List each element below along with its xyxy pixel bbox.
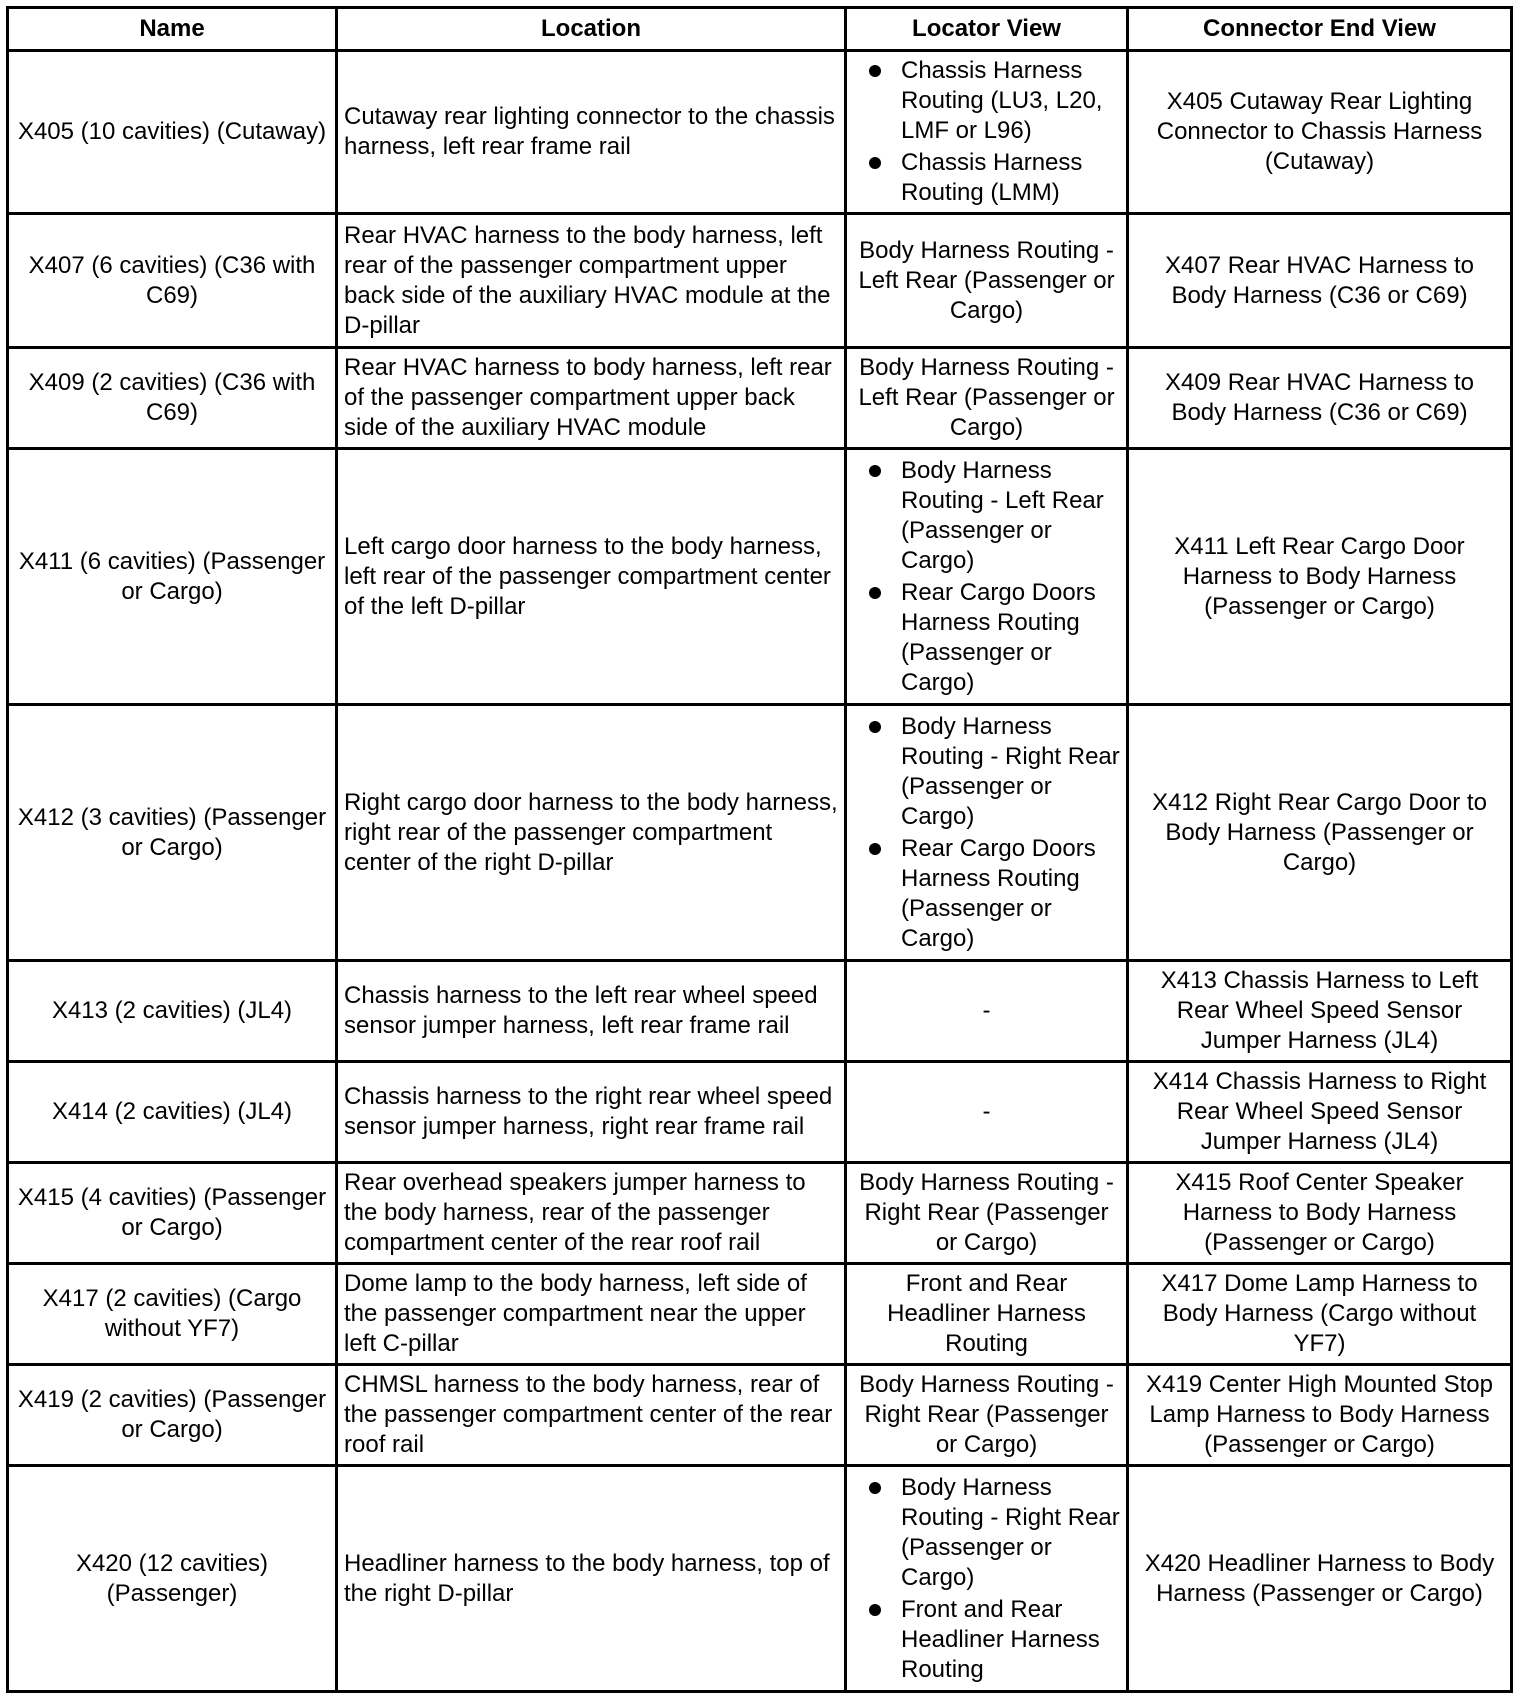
bullet-icon xyxy=(869,65,881,77)
cell-location: Rear overhead speakers jumper harness to the body harness, rear of the passenger compartment center of the rear roof rail xyxy=(337,1163,846,1264)
cell-locator-view: - xyxy=(846,1062,1128,1163)
cell-connector-end-view: X419 Center High Mounted Stop Lamp Harness to Body Harness (Passenger or Cargo) xyxy=(1128,1365,1512,1466)
cell-name: X407 (6 cavities) (C36 with C69) xyxy=(8,214,337,348)
table-row xyxy=(8,961,1512,1062)
cell-name: X419 (2 cavities) (Passenger or Cargo) xyxy=(8,1365,337,1466)
table-row xyxy=(8,348,1512,449)
bullet-icon xyxy=(869,721,881,733)
cell-name: X417 (2 cavities) (Cargo without YF7) xyxy=(8,1264,337,1365)
cell-name: X405 (10 cavities) (Cutaway) xyxy=(8,51,337,214)
locator-view-item xyxy=(853,56,1120,146)
cell-connector-end-view: X414 Chassis Harness to Right Rear Wheel Speed Sensor Jumper Harness (JL4) xyxy=(1128,1062,1512,1163)
header-connector-end-view: Connector End View xyxy=(1128,8,1512,51)
header-name: Name xyxy=(8,8,337,51)
table-row xyxy=(8,449,1512,705)
cell-connector-end-view: X415 Roof Center Speaker Harness to Body Harness (Passenger or Cargo) xyxy=(1128,1163,1512,1264)
table-header-row xyxy=(8,8,1512,51)
table-row xyxy=(8,1365,1512,1466)
locator-view-item xyxy=(853,1595,1120,1685)
locator-view-text: Body Harness Routing - Right Rear (Passenger or Cargo) xyxy=(901,1473,1120,1591)
cell-locator-view xyxy=(846,1466,1128,1692)
cell-locator-view: Front and Rear Headliner Harness Routing xyxy=(846,1264,1128,1365)
locator-view-text: Chassis Harness Routing (LU3, L20, LMF or L96) xyxy=(901,57,1103,144)
cell-location: Rear HVAC harness to body harness, left rear of the passenger compartment upper back side of the auxiliary HVAC module xyxy=(337,348,846,449)
cell-location: Chassis harness to the left rear wheel speed sensor jumper harness, left rear frame rail xyxy=(337,961,846,1062)
locator-view-item xyxy=(853,834,1120,954)
cell-name: X412 (3 cavities) (Passenger or Cargo) xyxy=(8,705,337,961)
locator-view-list xyxy=(853,456,1120,698)
locator-view-text: Body Harness Routing - Right Rear (Passenger or Cargo) xyxy=(901,712,1120,830)
cell-connector-end-view: X411 Left Rear Cargo Door Harness to Body Harness (Passenger or Cargo) xyxy=(1128,449,1512,705)
cell-locator-view xyxy=(846,51,1128,214)
cell-name: X420 (12 cavities) (Passenger) xyxy=(8,1466,337,1692)
cell-locator-view xyxy=(846,705,1128,961)
cell-connector-end-view: X407 Rear HVAC Harness to Body Harness (C36 or C69) xyxy=(1128,214,1512,348)
locator-view-list xyxy=(853,56,1120,208)
cell-location: Headliner harness to the body harness, top of the right D-pillar xyxy=(337,1466,846,1692)
bullet-icon xyxy=(869,157,881,169)
cell-connector-end-view: X420 Headliner Harness to Body Harness (Passenger or Cargo) xyxy=(1128,1466,1512,1692)
locator-view-item xyxy=(853,456,1120,576)
bullet-icon xyxy=(869,1482,881,1494)
table-row xyxy=(8,1163,1512,1264)
cell-connector-end-view: X417 Dome Lamp Harness to Body Harness (Cargo without YF7) xyxy=(1128,1264,1512,1365)
cell-locator-view: - xyxy=(846,961,1128,1062)
locator-view-list xyxy=(853,1473,1120,1685)
cell-connector-end-view: X405 Cutaway Rear Lighting Connector to Chassis Harness (Cutaway) xyxy=(1128,51,1512,214)
table-row xyxy=(8,1062,1512,1163)
locator-view-text: Chassis Harness Routing (LMM) xyxy=(901,149,1083,206)
cell-locator-view: Body Harness Routing - Right Rear (Passenger or Cargo) xyxy=(846,1365,1128,1466)
cell-name: X415 (4 cavities) (Passenger or Cargo) xyxy=(8,1163,337,1264)
cell-name: X409 (2 cavities) (C36 with C69) xyxy=(8,348,337,449)
cell-connector-end-view: X413 Chassis Harness to Left Rear Wheel Speed Sensor Jumper Harness (JL4) xyxy=(1128,961,1512,1062)
cell-name: X413 (2 cavities) (JL4) xyxy=(8,961,337,1062)
bullet-icon xyxy=(869,1604,881,1616)
cell-connector-end-view: X409 Rear HVAC Harness to Body Harness (C36 or C69) xyxy=(1128,348,1512,449)
bullet-icon xyxy=(869,843,881,855)
cell-locator-view xyxy=(846,449,1128,705)
locator-view-text: Front and Rear Headliner Harness Routing xyxy=(901,1595,1100,1683)
cell-location: CHMSL harness to the body harness, rear of the passenger compartment center of the rear roof rail xyxy=(337,1365,846,1466)
connector-table-sheet xyxy=(6,6,1510,1693)
locator-view-item xyxy=(853,578,1120,698)
locator-view-item xyxy=(853,1473,1120,1593)
cell-location: Right cargo door harness to the body harness, right rear of the passenger compartment center of the right D-pillar xyxy=(337,705,846,961)
locator-view-text: Rear Cargo Doors Harness Routing (Passenger or Cargo) xyxy=(901,834,1096,952)
locator-view-text: Body Harness Routing - Left Rear (Passenger or Cargo) xyxy=(901,456,1104,574)
cell-name: X411 (6 cavities) (Passenger or Cargo) xyxy=(8,449,337,705)
header-locator-view: Locator View xyxy=(846,8,1128,51)
cell-locator-view: Body Harness Routing - Left Rear (Passenger or Cargo) xyxy=(846,348,1128,449)
locator-view-list xyxy=(853,712,1120,954)
cell-locator-view: Body Harness Routing - Left Rear (Passenger or Cargo) xyxy=(846,214,1128,348)
cell-name: X414 (2 cavities) (JL4) xyxy=(8,1062,337,1163)
connector-table xyxy=(6,6,1513,1693)
locator-view-item xyxy=(853,712,1120,832)
table-body xyxy=(8,51,1512,1692)
table-row xyxy=(8,214,1512,348)
locator-view-text: Rear Cargo Doors Harness Routing (Passenger or Cargo) xyxy=(901,578,1096,696)
bullet-icon xyxy=(869,587,881,599)
cell-location: Rear HVAC harness to the body harness, left rear of the passenger compartment upper back side of the auxiliary HVAC module at the D-pillar xyxy=(337,214,846,348)
cell-location: Cutaway rear lighting connector to the chassis harness, left rear frame rail xyxy=(337,51,846,214)
header-location: Location xyxy=(337,8,846,51)
table-row xyxy=(8,1264,1512,1365)
table-row xyxy=(8,1466,1512,1692)
bullet-icon xyxy=(869,465,881,477)
cell-location: Chassis harness to the right rear wheel speed sensor jumper harness, right rear frame rail xyxy=(337,1062,846,1163)
table-row xyxy=(8,705,1512,961)
cell-connector-end-view: X412 Right Rear Cargo Door to Body Harness (Passenger or Cargo) xyxy=(1128,705,1512,961)
table-row xyxy=(8,51,1512,214)
cell-locator-view: Body Harness Routing - Right Rear (Passenger or Cargo) xyxy=(846,1163,1128,1264)
cell-location: Dome lamp to the body harness, left side of the passenger compartment near the upper left C-pillar xyxy=(337,1264,846,1365)
cell-location: Left cargo door harness to the body harness, left rear of the passenger compartment center of the left D-pillar xyxy=(337,449,846,705)
locator-view-item xyxy=(853,148,1120,208)
